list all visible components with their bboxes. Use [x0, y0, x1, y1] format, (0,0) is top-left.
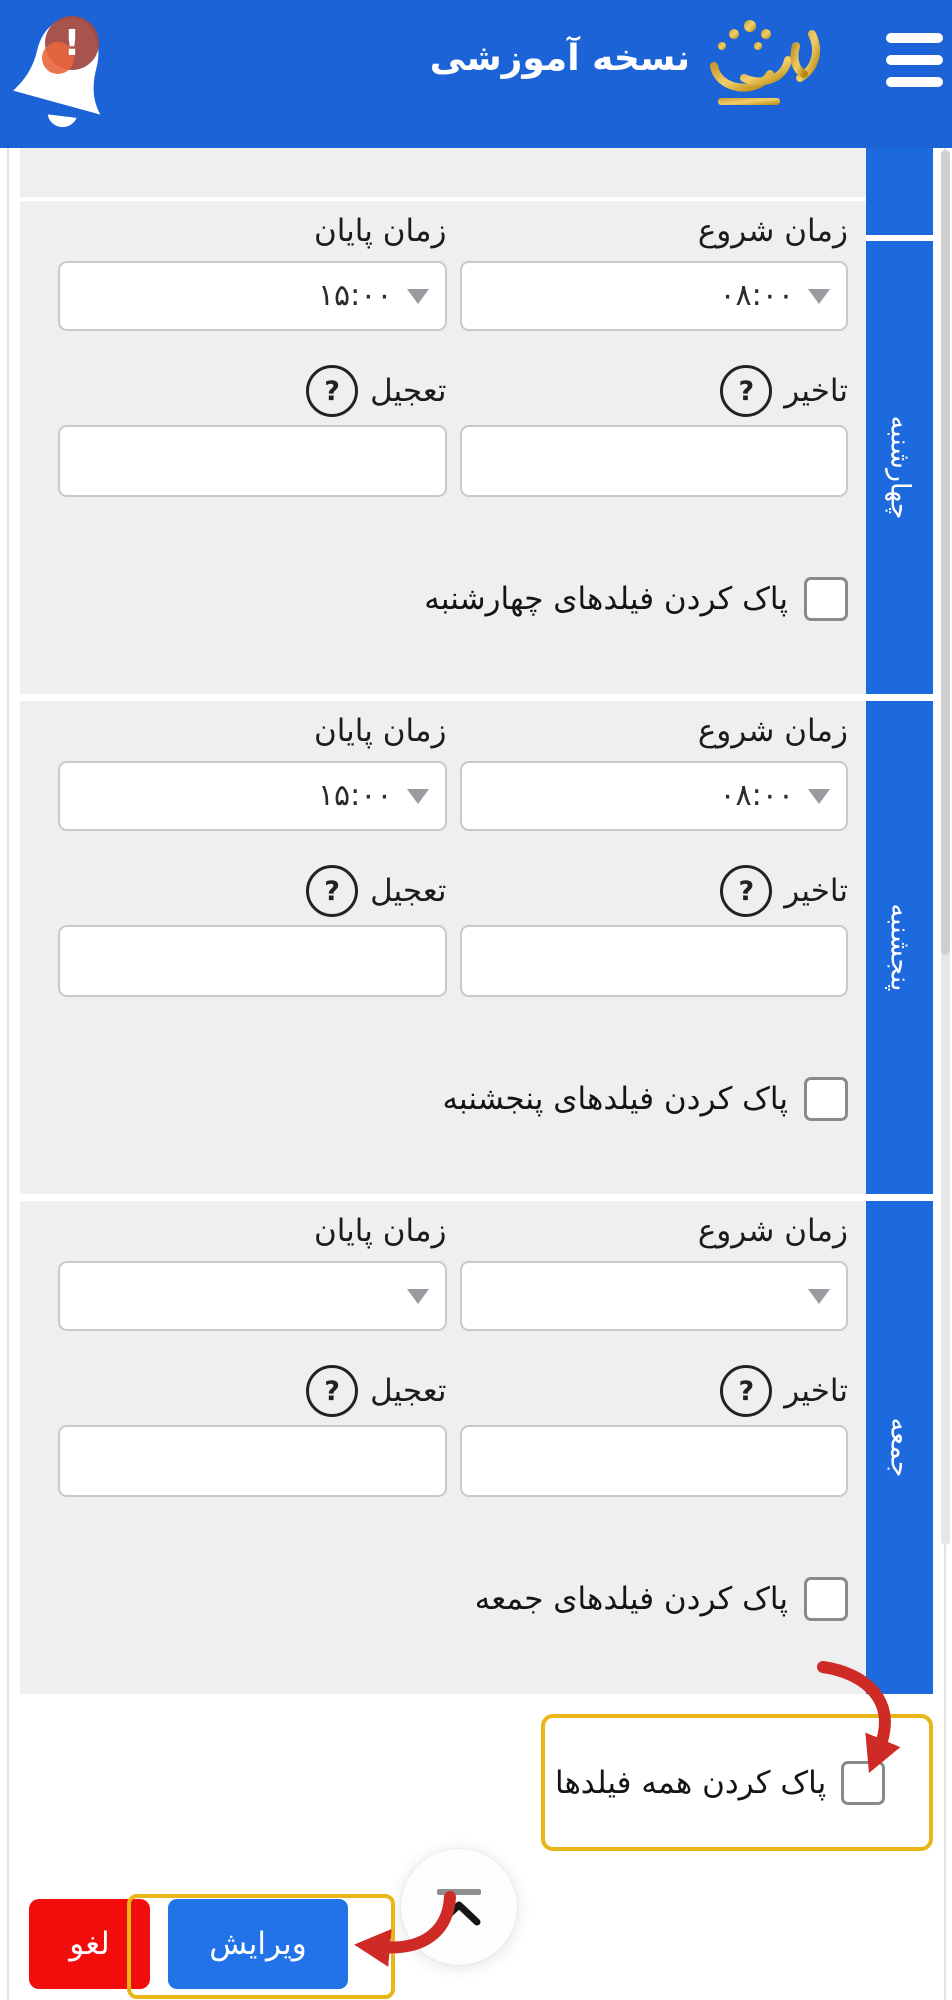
- day-tab-label: جمعه: [884, 1417, 915, 1478]
- scrollbar-track: [941, 950, 950, 1545]
- start-time-select[interactable]: [460, 761, 849, 831]
- clear-day-label: پاک کردن فیلدهای جمعه: [474, 1581, 788, 1617]
- haste-input[interactable]: [58, 925, 447, 997]
- clear-all-label: پاک کردن همه فیلدها: [555, 1764, 827, 1801]
- chevron-down-icon: [407, 789, 429, 804]
- delay-label: تاخیر: [784, 1373, 848, 1409]
- badge-exclamation: !: [63, 23, 81, 64]
- page-title: نسخه آموزشی: [429, 38, 690, 79]
- chevron-up-icon: [435, 1900, 483, 1926]
- delay-help-icon[interactable]: ?: [720, 865, 772, 917]
- day-section: [20, 201, 933, 694]
- haste-label: تعجیل: [370, 373, 447, 409]
- haste-label: تعجیل: [370, 873, 447, 909]
- clear-day-checkbox[interactable]: [804, 1577, 848, 1621]
- delay-input[interactable]: [460, 425, 849, 497]
- haste-input[interactable]: [58, 1425, 447, 1497]
- day-tab-partial[interactable]: [866, 148, 933, 235]
- chevron-down-icon: [407, 289, 429, 304]
- start-time-select[interactable]: [460, 261, 849, 331]
- end-time-label: زمان پایان: [313, 213, 447, 249]
- scrollbar-thumb[interactable]: [941, 150, 950, 955]
- start-time-value: ۰۸:۰۰: [719, 778, 794, 813]
- scroll-top-bar-icon: [437, 1889, 481, 1895]
- cancel-button[interactable]: لغو: [29, 1899, 150, 1989]
- clear-day-checkbox[interactable]: [804, 1077, 848, 1121]
- hamburger-menu-icon[interactable]: [886, 33, 943, 87]
- end-time-select[interactable]: [58, 261, 447, 331]
- edit-button[interactable]: ویرایش: [168, 1899, 348, 1989]
- clear-day-checkbox[interactable]: [804, 577, 848, 621]
- day-tab-label: چهارشنبه: [883, 415, 915, 520]
- end-time-label: زمان پایان: [313, 1213, 447, 1249]
- delay-help-icon[interactable]: ?: [720, 1365, 772, 1417]
- app-header: [0, 0, 952, 148]
- end-time-value: ۱۵:۰۰: [317, 278, 393, 313]
- notification-bell-icon[interactable]: [8, 10, 140, 140]
- day-section: [20, 701, 933, 1194]
- start-time-label: زمان شروع: [697, 1213, 848, 1249]
- delay-input[interactable]: [460, 925, 849, 997]
- bell-clapper: [46, 113, 76, 129]
- day-tab[interactable]: [866, 1201, 933, 1694]
- clear-all-box: [541, 1714, 933, 1851]
- end-time-value: ۱۵:۰۰: [317, 778, 393, 813]
- end-time-select[interactable]: [58, 1261, 447, 1331]
- chevron-down-icon: [808, 289, 830, 304]
- haste-input[interactable]: [58, 425, 447, 497]
- start-time-label: زمان شروع: [697, 213, 848, 249]
- haste-help-icon[interactable]: ?: [306, 365, 358, 417]
- scroll-to-top-button[interactable]: [401, 1849, 517, 1965]
- clear-day-label: پاک کردن فیلدهای چهارشنبه: [424, 581, 788, 617]
- delay-input[interactable]: [460, 1425, 849, 1497]
- start-time-value: ۰۸:۰۰: [719, 278, 794, 313]
- delay-label: تاخیر: [784, 373, 848, 409]
- day-tab-label: پنجشنبه: [883, 903, 915, 992]
- bottom-area: [20, 1701, 933, 2000]
- end-time-select[interactable]: [58, 761, 447, 831]
- clear-all-checkbox[interactable]: [841, 1761, 885, 1805]
- day-section-partial: [20, 148, 933, 197]
- day-tab[interactable]: [866, 701, 933, 1194]
- haste-label: تعجیل: [370, 1373, 447, 1409]
- start-time-label: زمان شروع: [697, 713, 848, 749]
- haste-help-icon[interactable]: ?: [306, 1365, 358, 1417]
- haste-help-icon[interactable]: ?: [306, 865, 358, 917]
- day-tab[interactable]: [866, 241, 933, 694]
- form-card: [7, 148, 946, 2000]
- day-section: [20, 1201, 933, 1694]
- chevron-down-icon: [407, 1289, 429, 1304]
- end-time-label: زمان پایان: [313, 713, 447, 749]
- brand-logo-icon: [700, 16, 834, 108]
- clear-day-row: [58, 577, 848, 621]
- clear-day-label: پاک کردن فیلدهای پنجشنبه: [442, 1081, 788, 1117]
- day-sections: [20, 201, 933, 1694]
- clear-day-row: [58, 1077, 848, 1121]
- delay-help-icon[interactable]: ?: [720, 365, 772, 417]
- start-time-select[interactable]: [460, 1261, 849, 1331]
- clear-day-row: [58, 1577, 848, 1621]
- chevron-down-icon: [808, 789, 830, 804]
- delay-label: تاخیر: [784, 873, 848, 909]
- chevron-down-icon: [808, 1289, 830, 1304]
